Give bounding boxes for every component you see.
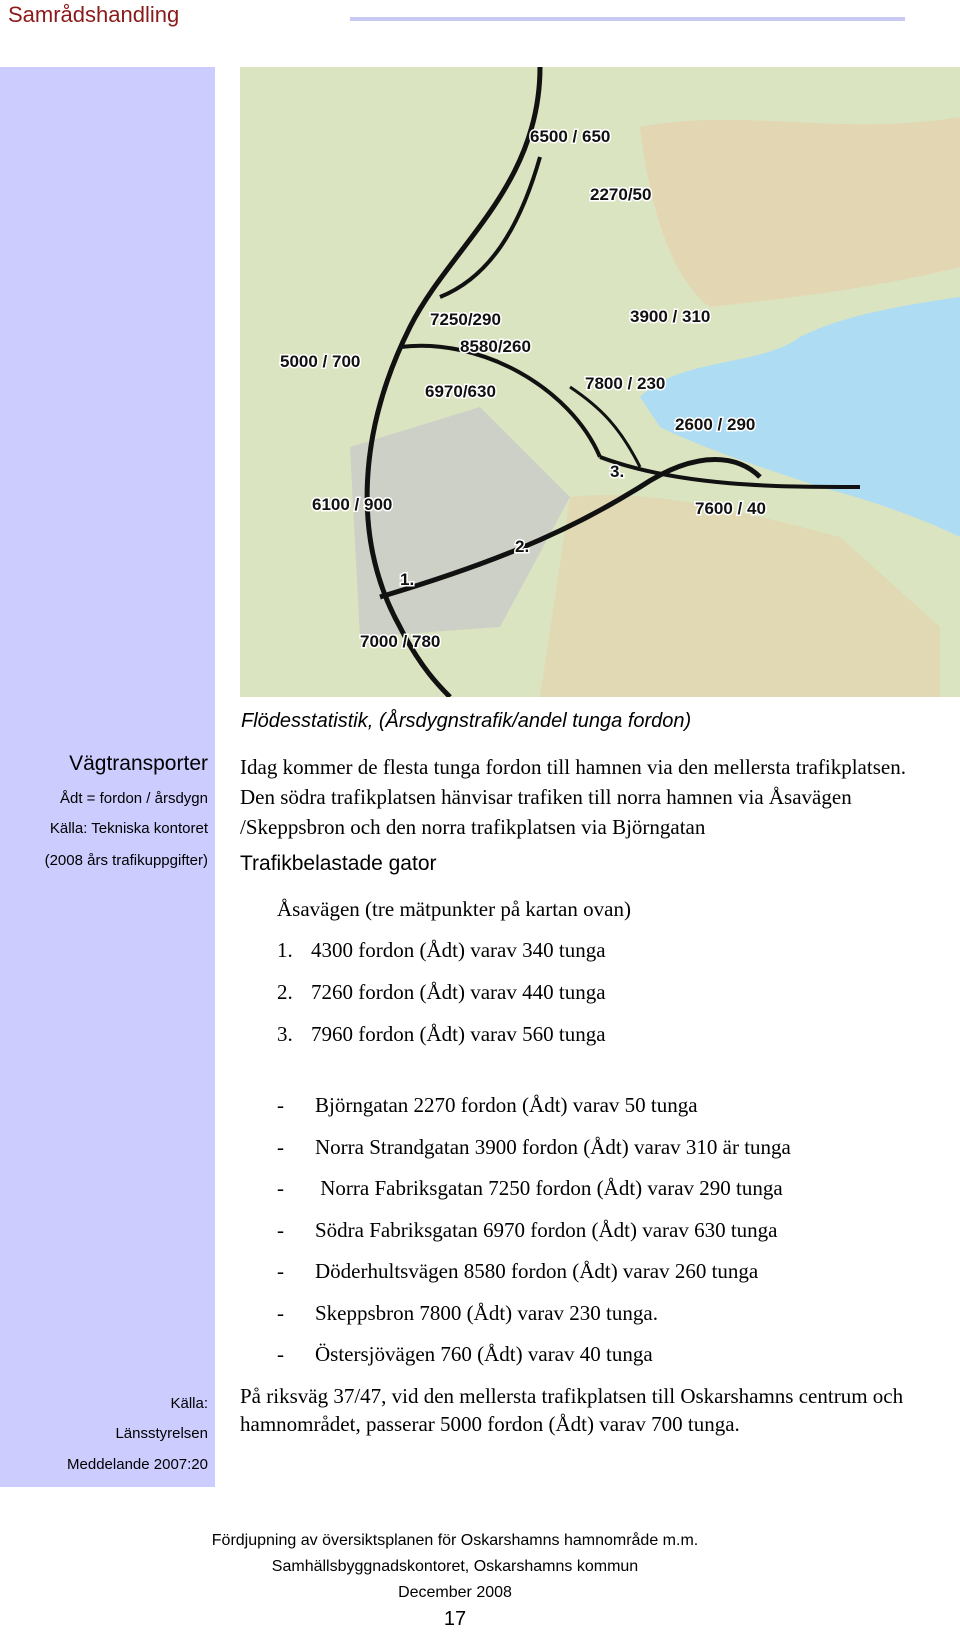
map-caption: Flödesstatistik, (Årsdygnstrafik/andel tunga fordon) (241, 710, 692, 732)
list-dash: - (277, 1093, 284, 1117)
footer-line-3: December 2008 (398, 1584, 512, 1601)
sidebar-title: Vägtransporter (69, 752, 208, 775)
map-label: 7250/290 (430, 310, 501, 329)
measurement-point (277, 938, 606, 963)
measurement-point-text: 4300 fordon (Ådt) varav 340 tunga (311, 938, 606, 962)
sidebar-source-2: (2008 års trafikuppgifter) (44, 852, 208, 869)
traffic-map-graphic (240, 67, 960, 697)
street-item-text: Norra Strandgatan 3900 fordon (Ådt) varav 310 är tunga (315, 1134, 791, 1159)
map-label: 5000 / 700 (280, 352, 361, 371)
street-item-text: Skeppsbron 7800 (Ådt) varav 230 tunga. (315, 1300, 658, 1325)
list-dash: - (277, 1342, 284, 1366)
street-item (277, 1259, 758, 1284)
traffic-map (240, 67, 960, 697)
street-item (277, 1342, 653, 1367)
street-item-text: Björngatan 2270 fordon (Ådt) varav 50 tunga (315, 1093, 698, 1117)
measurement-point (277, 980, 606, 1005)
map-label: 3. (610, 462, 625, 481)
street-item-text: Döderhultsvägen 8580 fordon (Ådt) varav 260 tunga (315, 1259, 759, 1283)
map-label: 2600 / 290 (675, 415, 756, 434)
street-item-text: Östersjövägen 760 (Ådt) varav 40 tunga (315, 1342, 653, 1366)
sidebar-source-1: Källa: Tekniska kontoret (49, 820, 208, 837)
page-number: 17 (443, 1608, 467, 1630)
footer-line-1: Fördjupning av översiktsplanen för Oskarshamns hamnområde m.m. (211, 1532, 699, 1549)
street-item (277, 1301, 658, 1326)
footer-line-2: Samhällsbyggnadskontoret, Oskarshamns kommun (271, 1558, 639, 1575)
map-label: 6970/630 (425, 382, 496, 401)
map-label: 2270/50 (590, 185, 652, 204)
street-item (277, 1135, 791, 1160)
header-divider (350, 17, 905, 21)
measurement-point-number: 3. (277, 1022, 293, 1046)
map-label: 7600 / 40 (695, 499, 766, 518)
map-label: 7800 / 230 (585, 374, 666, 393)
measurement-point (277, 1022, 606, 1047)
street-item-text: Norra Fabriksgatan 7250 fordon (Ådt) varav 290 tunga (315, 1176, 783, 1200)
sidebar-panel (0, 67, 215, 1487)
sidebar-adt-note: Ådt = fordon / årsdygn (59, 790, 208, 807)
measurement-point-number: 2. (277, 980, 293, 1004)
asavagen-heading: Åsavägen (tre mätpunkter på kartan ovan) (277, 897, 631, 921)
map-label: 8580/260 (460, 337, 531, 356)
document-header-title: Samrådshandling (8, 2, 180, 27)
intro-paragraph: Idag kommer de flesta tunga fordon till hamnen via den mellersta trafikplatsen. Den södra trafikplatsen hänvisar trafiken till norra hamnen via Åsavägen /Skeppsbron och den norra trafikplatsen via Björngatan (240, 755, 906, 839)
map-label: 7000 / 780 (360, 632, 441, 651)
map-label: 6500 / 650 (530, 127, 611, 146)
street-item (277, 1176, 783, 1201)
street-item (277, 1093, 698, 1118)
list-dash: - (277, 1134, 284, 1159)
list-dash: - (277, 1176, 284, 1200)
list-dash: - (277, 1259, 284, 1283)
map-label: 2. (515, 537, 530, 556)
section-heading: Trafikbelastade gator (240, 852, 437, 875)
map-label: 3900 / 310 (630, 307, 711, 326)
measurement-point-number: 1. (277, 938, 293, 962)
sidebar-source-label: Källa: (170, 1395, 208, 1412)
measurement-point-text: 7960 fordon (Ådt) varav 560 tunga (311, 1022, 606, 1046)
street-item (277, 1218, 777, 1243)
map-label: 6100 / 900 (312, 495, 393, 514)
list-dash: - (277, 1300, 284, 1325)
sidebar-source-doc: Meddelande 2007:20 (67, 1456, 208, 1473)
map-label: 1. (400, 570, 415, 589)
riksvag-paragraph: På riksväg 37/47, vid den mellersta trafikplatsen till Oskarshamns centrum och hamnområdet, passerar 5000 fordon (Ådt) varav 700 tunga. (240, 1384, 904, 1436)
list-dash: - (277, 1217, 284, 1242)
street-item-text: Södra Fabriksgatan 6970 fordon (Ådt) varav 630 tunga (315, 1217, 778, 1242)
measurement-point-text: 7260 fordon (Ådt) varav 440 tunga (311, 980, 606, 1004)
sidebar-source-org: Länsstyrelsen (115, 1425, 208, 1442)
